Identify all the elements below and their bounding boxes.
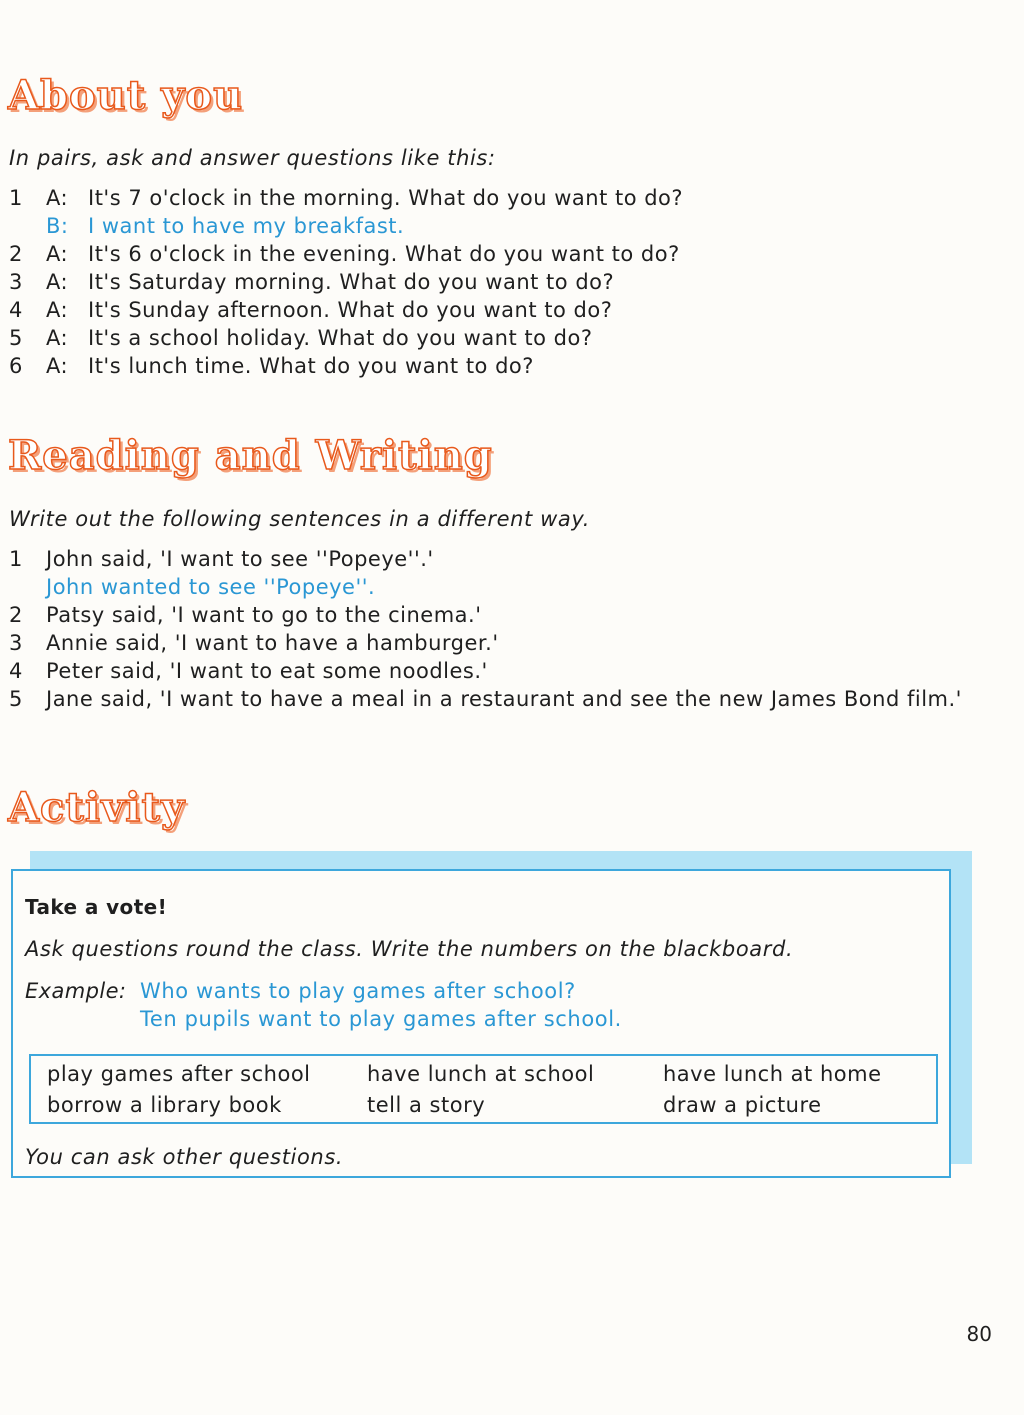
sentence-text: Annie said, 'I want to have a hamburger.' bbox=[46, 631, 499, 655]
item-number: 1 bbox=[9, 186, 23, 210]
option-cell: have lunch at home bbox=[663, 1062, 882, 1086]
option-cell: draw a picture bbox=[663, 1093, 822, 1118]
example-answer: Ten pupils want to play games after school. bbox=[140, 1007, 622, 1031]
item-number: 3 bbox=[9, 270, 23, 294]
dialogue-answer-example bbox=[9, 212, 683, 240]
dialogue-text: I want to have my breakfast. bbox=[88, 214, 405, 238]
dialogue-text: It's Saturday morning. What do you want to do? bbox=[88, 270, 615, 294]
speaker-label: A: bbox=[46, 186, 69, 210]
speaker-label: B: bbox=[46, 214, 69, 238]
option-cell: tell a story bbox=[367, 1093, 486, 1118]
sentence-2 bbox=[9, 601, 946, 629]
sentence-3 bbox=[9, 629, 946, 657]
speaker-label: A: bbox=[46, 270, 69, 294]
sentence-5 bbox=[9, 685, 962, 713]
example-label: Example: bbox=[25, 979, 127, 1003]
options-row bbox=[30, 1055, 937, 1091]
item-number: 6 bbox=[9, 354, 23, 378]
sentence-text: John wanted to see ''Popeye''. bbox=[46, 575, 376, 599]
reading-writing-list bbox=[9, 545, 962, 713]
sentence-text: Jane said, 'I want to have a meal in a restaurant and see the new James Bond film.' bbox=[46, 687, 962, 711]
dialogue-line-5 bbox=[9, 324, 683, 352]
activity-box bbox=[11, 869, 951, 1178]
item-number: 5 bbox=[9, 326, 23, 350]
dialogue-text: It's lunch time. What do you want to do? bbox=[88, 354, 534, 378]
speaker-label: A: bbox=[46, 326, 69, 350]
about-you-instruction: In pairs, ask and answer questions like this: bbox=[9, 146, 496, 170]
sentence-answer-example bbox=[9, 573, 946, 601]
activity-box-title: Take a vote! bbox=[25, 895, 168, 919]
example-question: Who wants to play games after school? bbox=[140, 979, 576, 1003]
dialogue-text: It's Sunday afternoon. What do you want to do? bbox=[88, 298, 613, 322]
item-number: 5 bbox=[9, 687, 23, 711]
sentence-text: Peter said, 'I want to eat some noodles.' bbox=[46, 659, 488, 683]
dialogue-text: It's a school holiday. What do you want to do? bbox=[88, 326, 593, 350]
item-number: 3 bbox=[9, 631, 23, 655]
option-cell: play games after school bbox=[47, 1062, 311, 1086]
sentence-1 bbox=[9, 545, 946, 573]
speaker-label: A: bbox=[46, 354, 69, 378]
option-cell: borrow a library book bbox=[47, 1093, 282, 1118]
dialogue-line-1 bbox=[9, 184, 683, 212]
item-number: 4 bbox=[9, 298, 23, 322]
dialogue-line-2 bbox=[9, 240, 683, 268]
sentence-text: Patsy said, 'I want to go to the cinema.' bbox=[46, 603, 482, 627]
activity-instruction: Ask questions round the class. Write the numbers on the blackboard. bbox=[25, 937, 794, 961]
item-number: 2 bbox=[9, 603, 23, 627]
activity-footer: You can ask other questions. bbox=[25, 1145, 344, 1169]
speaker-label: A: bbox=[46, 298, 69, 322]
dialogue-line-3 bbox=[9, 268, 683, 296]
dialogue-line-4 bbox=[9, 296, 683, 324]
dialogue-text: It's 6 o'clock in the evening. What do you want to do? bbox=[88, 242, 680, 266]
options-table bbox=[29, 1054, 938, 1124]
page-number: 80 bbox=[966, 1322, 992, 1346]
item-number: 2 bbox=[9, 242, 23, 266]
sentence-text: John said, 'I want to see ''Popeye''.' bbox=[46, 547, 434, 571]
dialogue-line-6 bbox=[9, 352, 683, 380]
item-number: 4 bbox=[9, 659, 23, 683]
activity-heading: Activity bbox=[8, 784, 186, 831]
speaker-label: A: bbox=[46, 242, 69, 266]
sentence-4 bbox=[9, 657, 946, 685]
about-you-heading: About you bbox=[8, 72, 244, 119]
reading-writing-heading: Reading and Writing bbox=[8, 432, 493, 479]
dialogue-text: It's 7 o'clock in the morning. What do you want to do? bbox=[88, 186, 684, 210]
options-row bbox=[30, 1091, 937, 1123]
example-lines bbox=[140, 977, 622, 1033]
option-cell: have lunch at school bbox=[367, 1062, 595, 1086]
item-number: 1 bbox=[9, 547, 23, 571]
reading-writing-instruction: Write out the following sentences in a different way. bbox=[9, 507, 591, 531]
about-you-list bbox=[9, 184, 683, 380]
